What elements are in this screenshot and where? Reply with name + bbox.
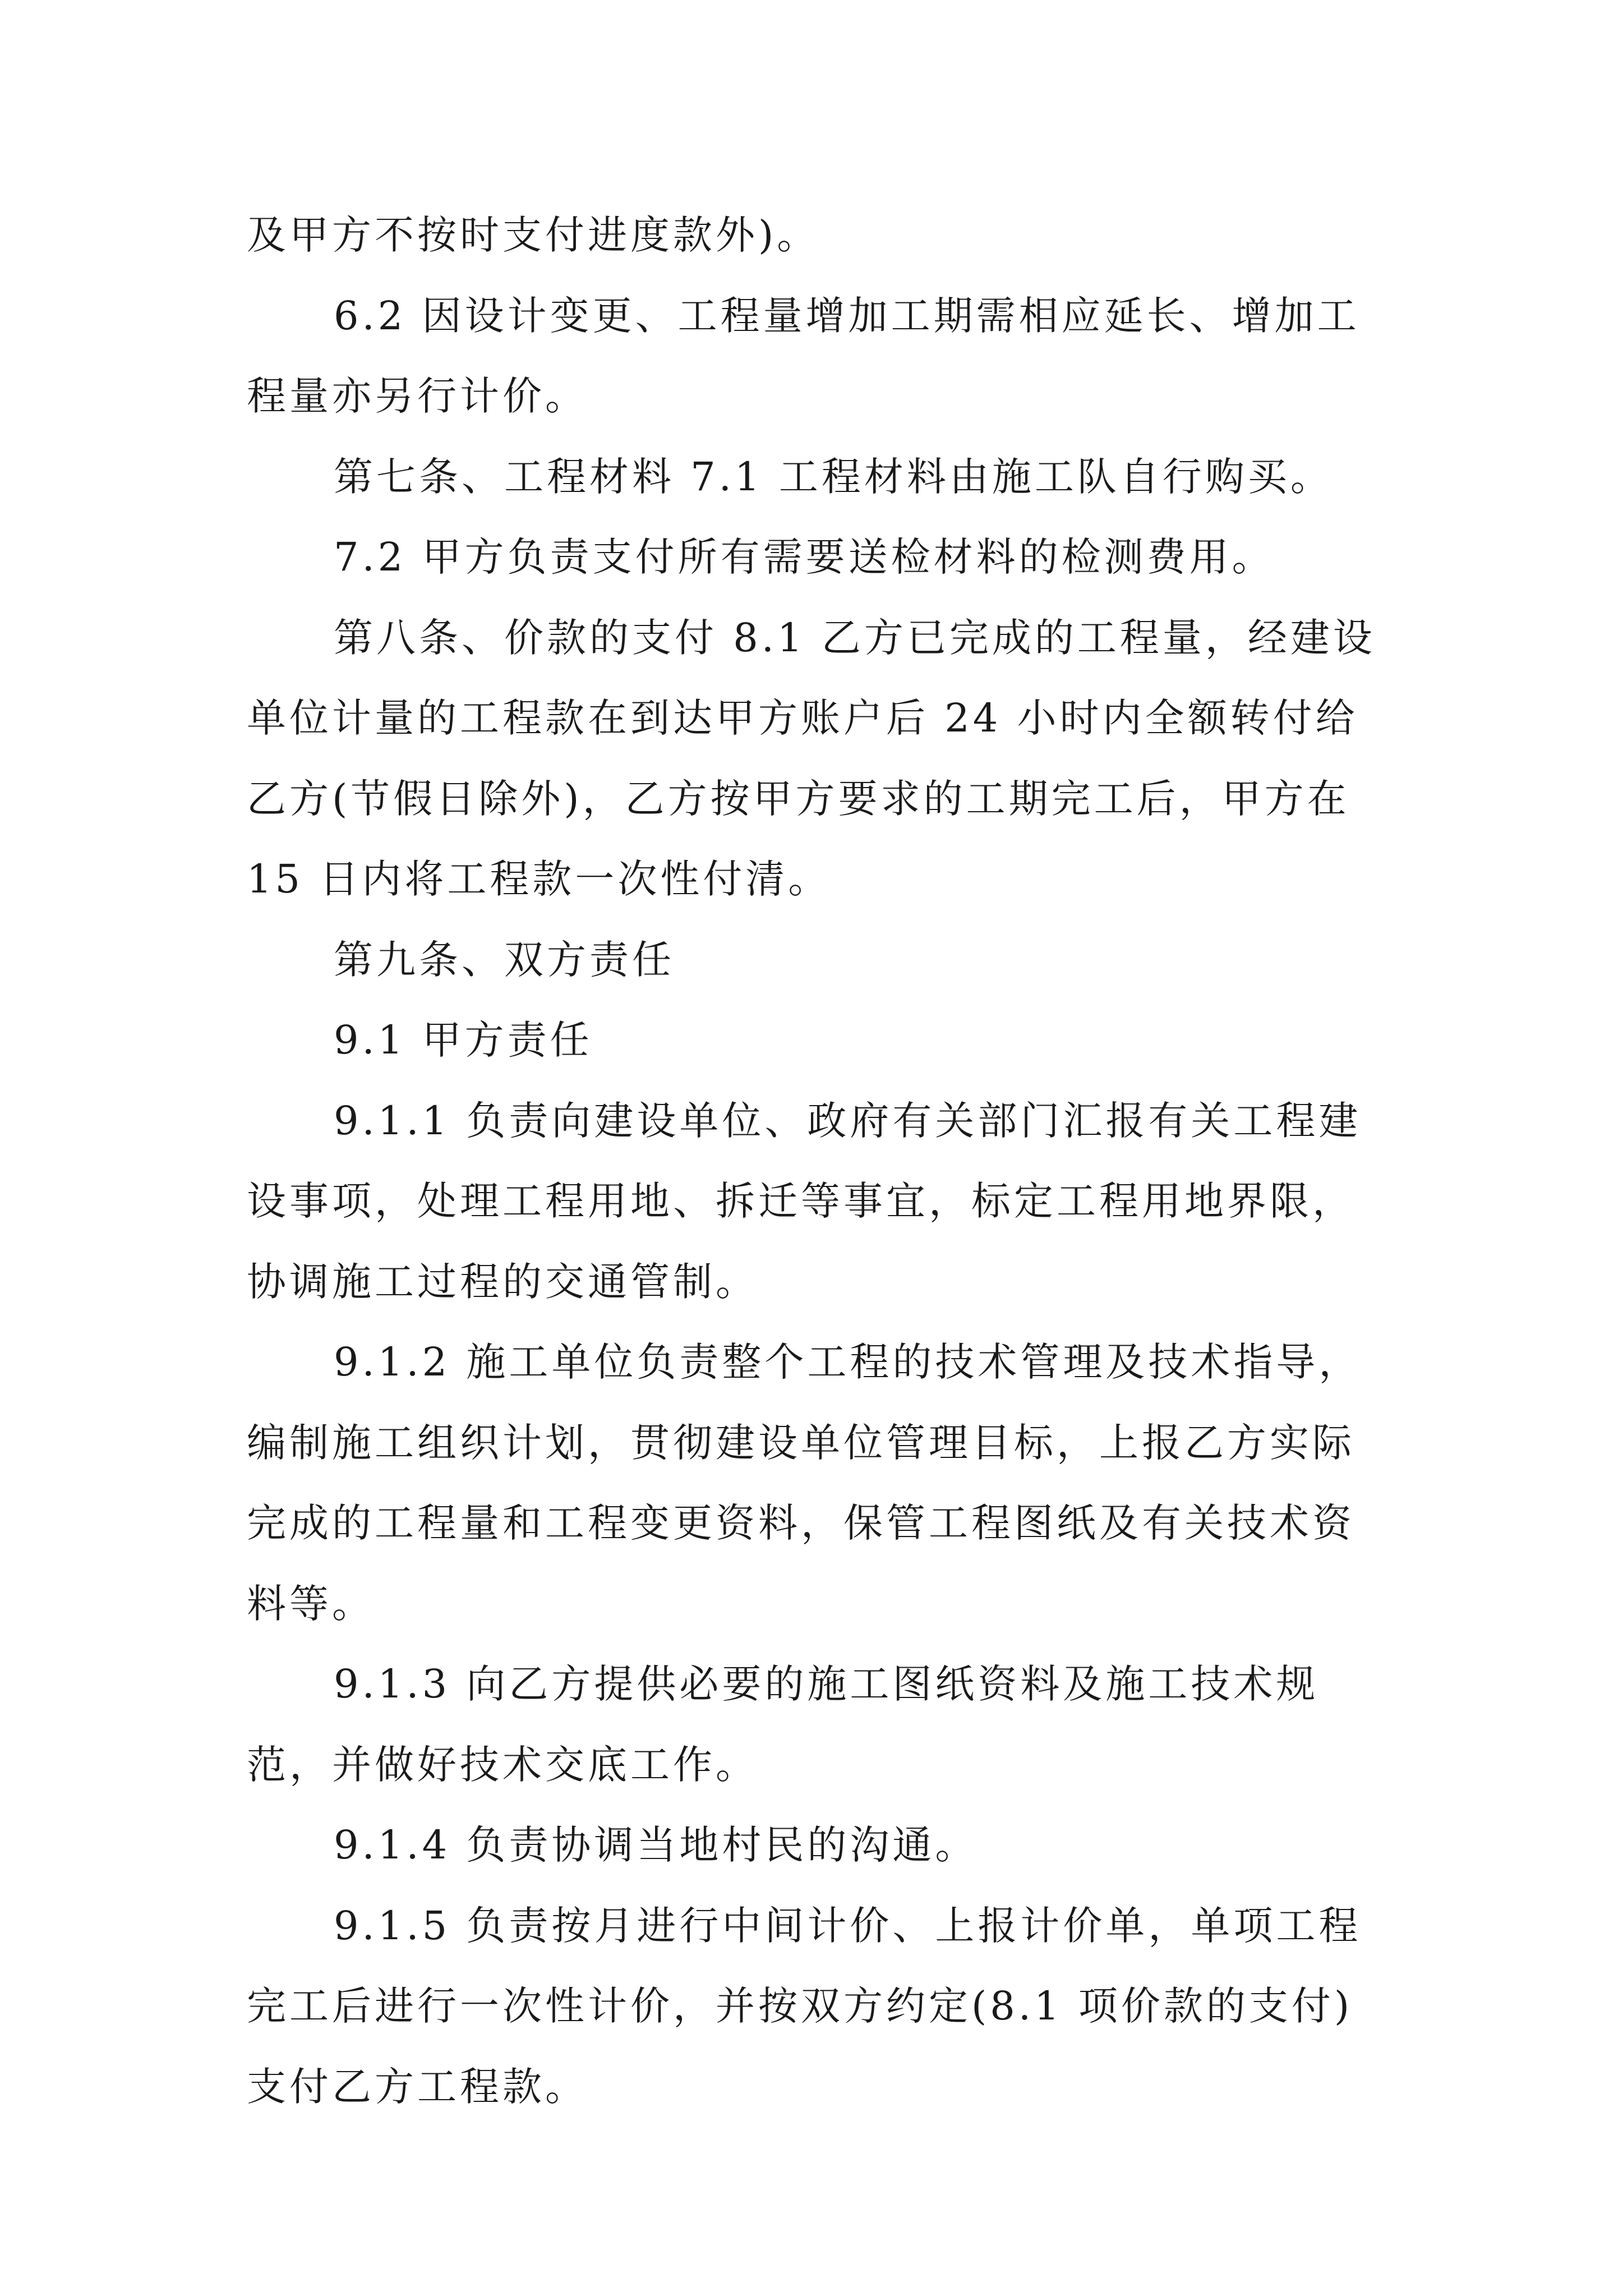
paragraph-continuation: 及甲方不按时支付进度款外)。: [247, 212, 820, 258]
paragraph-9-1-5: 9.1.5 负责按月进行中间计价、上报计价单，单项工程完工后进行一次性计价，并按双方约定(8.1 项价款的支付)支付乙方工程款。: [247, 1902, 1362, 2110]
paragraph-7-2: 7.2 甲方负责支付所有需要送检材料的检测费用。: [334, 534, 1275, 580]
paragraph-article-9: 第九条、双方责任: [334, 936, 675, 983]
paragraph-article-7: 第七条、工程材料 7.1 工程材料由施工队自行购买。: [334, 453, 1333, 500]
paragraph-9-1: 9.1 甲方责任: [334, 1017, 593, 1063]
paragraph-9-1-1: 9.1.1 负责向建设单位、政府有关部门汇报有关工程建设事项，处理工程用地、拆迁等事宜，标定工程用地界限，协调施工过程的交通管制。: [247, 1097, 1362, 1305]
paragraph-9-1-3: 9.1.3 向乙方提供必要的施工图纸资料及施工技术规范，并做好技术交底工作。: [247, 1661, 1319, 1788]
paragraph-9-1-2: 9.1.2 施工单位负责整个工程的技术管理及技术指导，编制施工组织计划，贯彻建设单位管理目标，上报乙方实际完成的工程量和工程变更资料，保管工程图纸及有关技术资料等。: [247, 1339, 1362, 1627]
paragraph-6-2: 6.2 因设计变更、工程量增加工期需相应延长、增加工程量亦另行计价。: [247, 292, 1360, 419]
document-body: [247, 195, 1391, 2127]
paragraph-9-1-4: 9.1.4 负责协调当地村民的沟通。: [334, 1822, 978, 1868]
paragraph-article-8: 第八条、价款的支付 8.1 乙方已完成的工程量，经建设单位计量的工程款在到达甲方账户后 24 小时内全额转付给乙方(节假日除外)，乙方按甲方要求的工期完工后，甲方在 15 日内将工程款一次性付清。: [247, 614, 1376, 902]
